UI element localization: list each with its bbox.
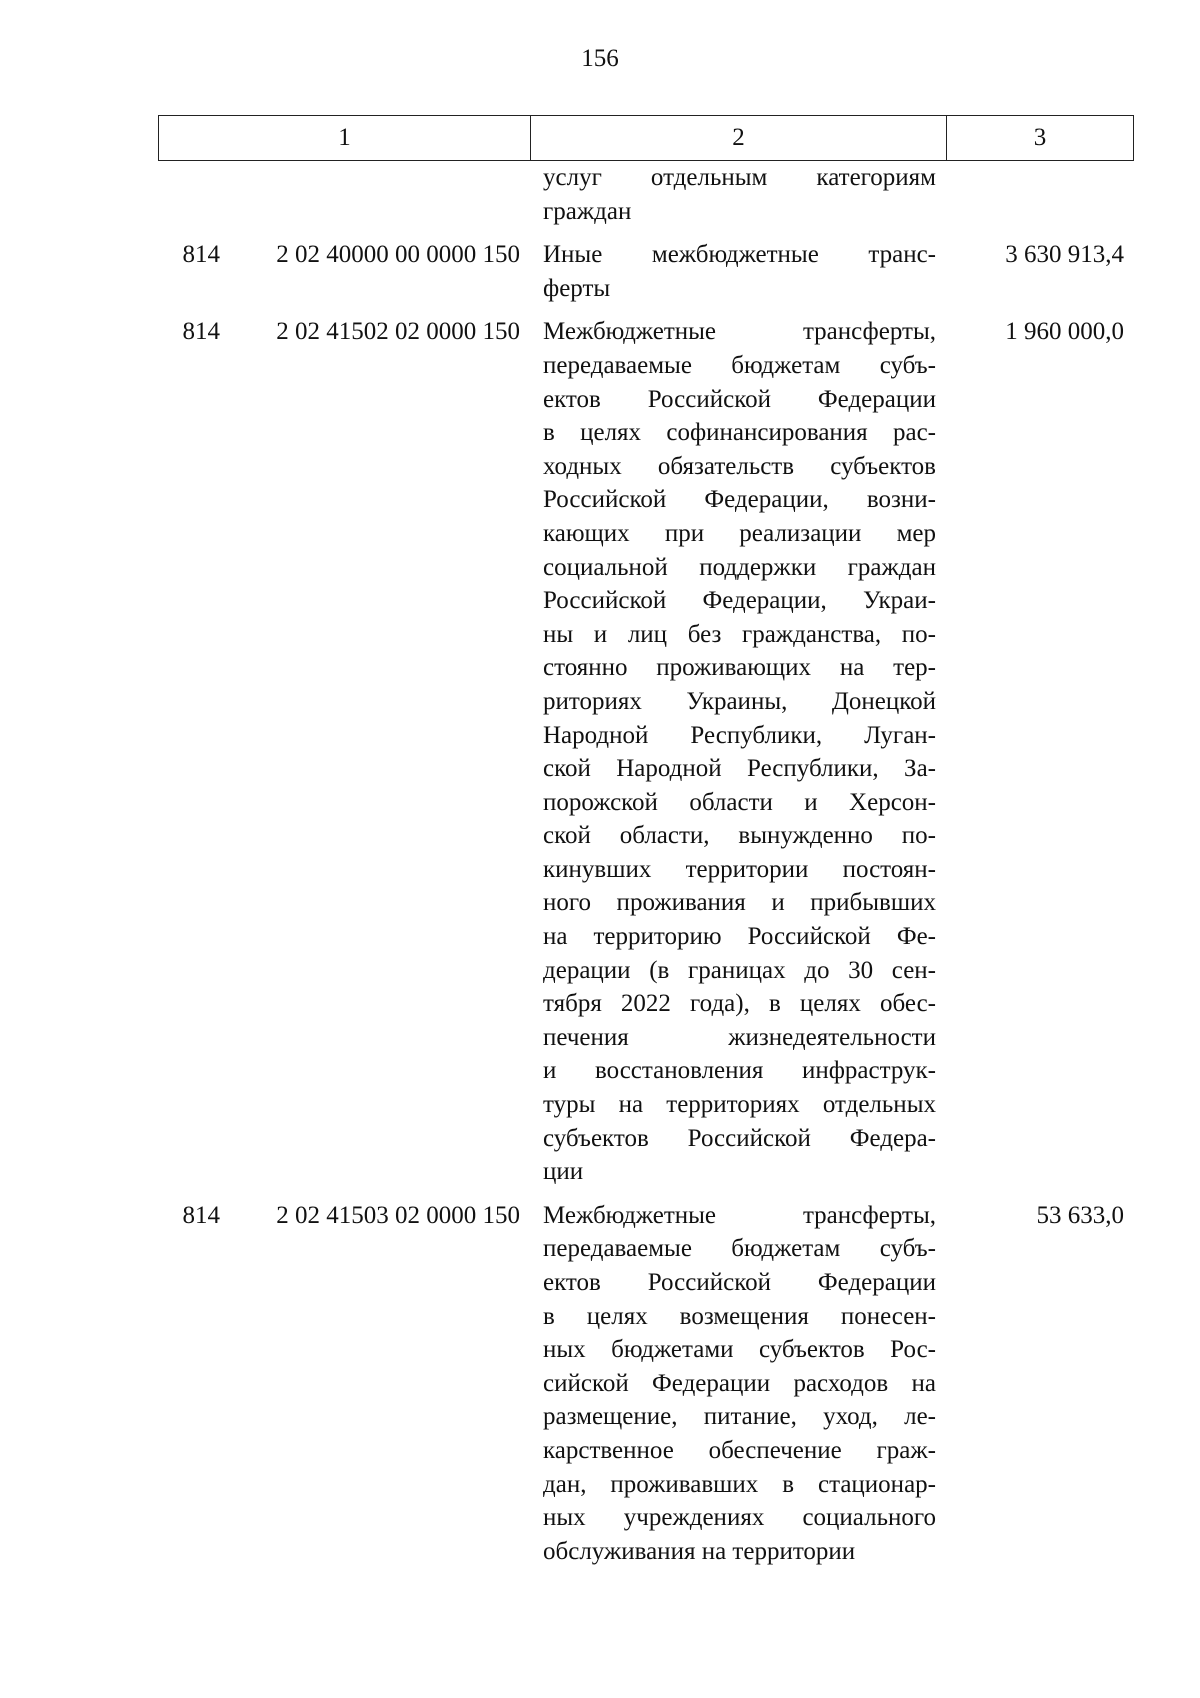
revenue-name-line: Межбюджетные трансферты,: [543, 318, 936, 346]
amount: 3 630 913,4: [1005, 241, 1124, 269]
revenue-name-line: Российской Федерации, Украи-: [543, 587, 936, 615]
revenue-name-line: Народной Республики, Луган-: [543, 721, 936, 749]
revenue-name-line: ны и лиц без гражданства, по-: [543, 620, 936, 648]
revenue-name-line: в целях софинансирования рас-: [543, 419, 936, 447]
revenue-name-line: субъектов Российской Федера-: [543, 1124, 936, 1152]
revenue-name-line: Иные межбюджетные транс-: [543, 241, 936, 269]
revenue-name-line: ферты: [543, 274, 611, 302]
revenue-name: [530, 315, 946, 1188]
revenue-name: [530, 1199, 946, 1569]
table-row: [158, 238, 1134, 305]
revenue-name-line: карственное обеспечение граж-: [543, 1436, 936, 1464]
revenue-name-line: ции: [543, 1158, 584, 1186]
admin-code: 814: [182, 1201, 220, 1229]
revenue-name-line: на территорию Российской Фе-: [543, 923, 936, 951]
header-col-2: 2: [531, 116, 947, 160]
table-row: [158, 161, 1134, 228]
amount: [946, 161, 1134, 228]
revenue-name-line: ных бюджетами субъектов Рос-: [543, 1336, 936, 1364]
budget-classification-code: [220, 161, 530, 228]
revenue-name-line: кинувших территории постоян-: [543, 855, 936, 883]
table-row: [158, 315, 1134, 1188]
revenue-name-line: ектов Российской Федерации: [543, 1269, 936, 1296]
header-col-1: 1: [159, 116, 531, 160]
revenue-name-line: тября 2022 года), в целях обес-: [543, 990, 936, 1018]
revenue-name-line: социальной поддержки граждан: [543, 553, 936, 581]
admin-code: 814: [182, 318, 220, 346]
revenue-name-line: ской Народной Республики, За-: [543, 755, 936, 783]
table-header: [158, 115, 1134, 161]
revenue-name-line: услуг отдельным категориям: [543, 164, 936, 191]
revenue-name-line: граждан: [543, 197, 632, 225]
amount: 1 960 000,0: [1005, 318, 1124, 346]
revenue-name-line: Межбюджетные трансферты,: [543, 1201, 936, 1229]
budget-classification-code: 2 02 41503 02 0000 150: [276, 1201, 520, 1229]
admin-code: 814: [182, 241, 220, 269]
revenue-name-line: передаваемые бюджетам субъ-: [543, 351, 936, 379]
revenue-name-line: стоянно проживающих на тер-: [543, 654, 936, 682]
revenue-name-line: в целях возмещения понесен-: [543, 1302, 936, 1330]
revenue-name-line: ных учреждениях социального: [543, 1504, 936, 1532]
budget-classification-code: 2 02 41502 02 0000 150: [276, 318, 520, 346]
revenue-name-line: ской области, вынужденно по-: [543, 822, 936, 850]
revenue-name-line: дерации (в границах до 30 сен-: [543, 956, 936, 984]
revenue-name-line: Российской Федерации, возни-: [543, 486, 936, 514]
page-number: 156: [581, 45, 619, 72]
header-col-3: 3: [1033, 124, 1047, 151]
revenue-name-line: дан, проживавших в стационар-: [543, 1470, 936, 1498]
revenue-name-line: ного проживания и прибывших: [543, 889, 936, 917]
revenue-name-line: туры на территориях отдельных: [543, 1091, 936, 1119]
revenue-name: [530, 161, 946, 228]
amount: 53 633,0: [1036, 1201, 1124, 1229]
admin-code: [158, 161, 220, 228]
revenue-name-line: и восстановления инфраструк-: [543, 1057, 936, 1085]
revenue-name-line: сийской Федерации расходов на: [543, 1369, 936, 1397]
revenue-name-line: порожской области и Херсон-: [543, 788, 936, 816]
revenue-name: [530, 238, 946, 305]
budget-classification-code: 2 02 40000 00 0000 150: [276, 241, 520, 269]
revenue-name-line: печения жизнедеятельности: [543, 1023, 936, 1051]
revenue-name-line: риториях Украины, Донецкой: [543, 687, 936, 715]
revenue-name-line: обслуживания на территории: [543, 1537, 856, 1565]
revenue-name-line: передаваемые бюджетам субъ-: [543, 1235, 936, 1263]
revenue-name-line: размещение, питание, уход, ле-: [543, 1403, 936, 1431]
revenue-name-line: кающих при реализации мер: [543, 519, 936, 547]
revenue-name-line: ектов Российской Федерации: [543, 385, 936, 413]
table-row: [158, 1199, 1134, 1569]
table-body: [158, 161, 1134, 1568]
revenue-name-line: ходных обязательств субъектов: [543, 452, 936, 480]
